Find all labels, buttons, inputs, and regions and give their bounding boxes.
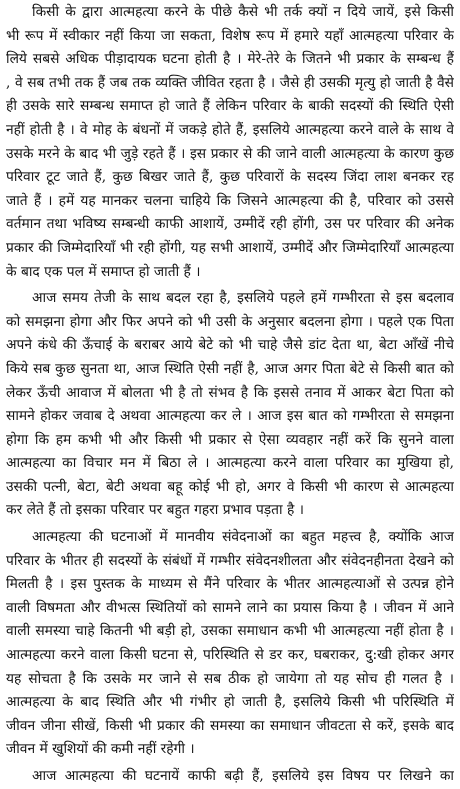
text-line: को समझना होगा और फिर अपने को भी उसी के अनुसार बदलना होगा । पहले एक पिता — [6, 313, 454, 330]
text-line: किये सब कुछ सुनता था, आज स्थिति ऐसी नहीं है, आज अगर पिता बेटे से किसी बात को — [6, 360, 454, 377]
paragraph-4 — [6, 765, 454, 789]
text-line: किसी के द्वारा आत्महत्या करने के पीछे कैसे भी तर्क क्यों न दिये जायें, इसे किसी — [32, 4, 454, 20]
text-line: ही उसके सारे सम्बन्ध समाप्त हो जाते हैं लेकिन परिवार के बाकी सदस्यों की स्थिति ऐसी — [6, 98, 454, 115]
text-line: होगा कि हम कभी भी और किसी भी प्रकार से ऐसा व्यवहार नहीं करें कि सुनने वाला — [6, 431, 454, 448]
text-line: वर्तमान तथा भविष्य सम्बन्धी काफी आशायें, उम्मीदें रही होंगी, उस पर परिवार की अनेक — [6, 216, 454, 233]
text-line: के बाद एक पल में समाप्त हो जाती हैं । — [6, 263, 201, 280]
text-line: आज समय तेजी के साथ बदल रहा है, इसलिये पहले हमें गम्भीरता से इस बदलाव — [32, 290, 454, 307]
text-line: आत्महत्या की घटनाओं में मानवीय संवेदनाओं का बहुत महत्त्व है, क्योंकि आज — [32, 529, 454, 546]
text-line: आत्महत्या का विचार मन में बिठा ले । आत्महत्या करने वाला परिवार का मुखिया हो, — [6, 455, 454, 472]
text-line: जाते हैं । हमें यह मानकर चलना चाहिये कि जिसने आत्महत्या की है, परिवार को उससे — [6, 192, 454, 209]
text-line: अपने कंधे की ऊँचाई के बराबर आये बेटे को भी चाहे जैसे डांट देता था, बेटा आँखें नीचे — [6, 337, 454, 354]
text-line: परिवार टूट जाते हैं, कुछ बिखर जाते हैं, कुछ परिवारों के सदस्य जिंदा लाश बनकर रह — [6, 169, 454, 186]
text-line: वाली विषमता और वीभत्स स्थितियों को सामने लाने का प्रयास किया है । जीवन में आने — [6, 599, 454, 616]
text-line: यह सोचता है कि उसके मर जाने से सब ठीक हो जायेगा तो यह सोच ही गलत है । — [6, 670, 454, 687]
text-line: आत्महत्या करने वाला किसी घटना से, परिस्थिति से डर कर, घबराकर, दु:खी होकर अगर — [6, 647, 454, 664]
text-line: परिवार के भीतर ही सदस्यों के संबंधों में गम्भीर संवेदनशीलता और संवेदनहीनता देखने को — [6, 552, 454, 569]
text-line: कर लेते हैं तो इसका परिवार पर बहुत गहरा प्रभाव पड़ता है । — [6, 502, 304, 519]
text-line: भी रूप में स्वीकार नहीं किया जा सकता, विशेष रूप में हमारे यहाँ आत्महत्या परिवार के — [6, 27, 454, 44]
text-line: सामने होकर जवाब दे अथवा आत्महत्या कर ले । आज इस बात को गम्भीरता से समझना — [6, 408, 454, 425]
text-line: उसकी पत्नी, बेटा, बेटी अथवा बहू कोई भी हो, अगर वे किसी भी कारण से आत्महत्या — [6, 478, 454, 495]
text-line: जीवन में खुशियों की कमी नहीं रहेगी । — [6, 741, 195, 758]
paragraph-3 — [6, 526, 454, 762]
text-line: मिलती है । इस पुस्तक के माध्यम से मैंने परिवार के भीतर आत्महत्याओं से उत्पन्न होने — [6, 576, 454, 593]
text-line: लेकर ऊँची आवाज में बोलता भी है तो संभव है कि इससे तनाव में आकर बेटा पिता को — [6, 384, 454, 401]
text-line: नहीं होती है । वे मोह के बंधनों में जकड़े होते हैं, इसलिये आत्महत्या करने वाले के साथ वे — [6, 121, 454, 138]
text-line: प्रकार की जिम्मेदारियाँ भी रही होंगी, यह सभी आशायें, उम्मीदें और जिम्मेदारियाँ आत्महत्या — [6, 239, 454, 256]
paragraph-1 — [6, 1, 454, 284]
text-line: जीवन जीना सीखें, किसी भी प्रकार की समस्या का समाधान जीवटता से करें, इसके बाद — [6, 717, 454, 734]
paragraph-2 — [6, 287, 454, 523]
text-line: उसके मरने के बाद भी जुड़े रहते हैं । इस प्रकार से की जाने वाली आत्महत्या के कारण कुछ — [6, 145, 454, 162]
text-line: लिये सबसे अधिक पीड़ादायक घटना होती है । मेरे-तेरे के जितने भी प्रकार के सम्बन्ध हैं — [6, 51, 454, 68]
text-line: आत्महत्या के बाद स्थिति और भी गंभीर हो जाती है, इसलिये किसी भी परिस्थिति में — [6, 694, 454, 711]
text-line: , वे सब तभी तक हैं जब तक व्यक्ति जीवित रहता है । जैसे ही उसकी मृत्यु हो जाती है वैसे — [6, 74, 454, 91]
text-line: वाली समस्या चाहे कितनी भी बड़ी हो, उसका समाधान कभी भी आत्महत्या नहीं होता है । — [6, 623, 454, 640]
text-line: आज आत्महत्या की घटनायें काफी बढ़ी हैं, इसलिये इस विषय पर लिखने का — [32, 768, 454, 784]
